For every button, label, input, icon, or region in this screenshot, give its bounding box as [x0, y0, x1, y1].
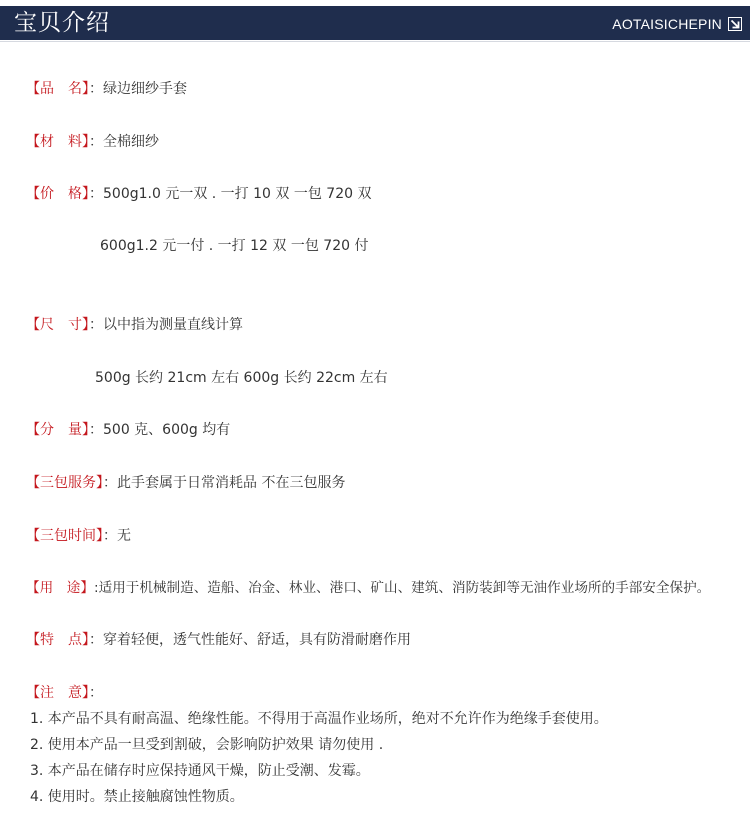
section-title: 宝贝介绍: [14, 10, 110, 36]
spec-separator: ：: [103, 475, 117, 491]
spec-separator: ：: [89, 422, 103, 438]
spec-label: 【材 料】: [26, 134, 89, 150]
notice-item: 4. 使用时。禁止接触腐蚀性物质。: [30, 789, 244, 805]
spec-size: [26, 315, 243, 335]
spec-value: 此手套属于日常消耗品 不在三包服务: [117, 475, 346, 491]
spec-value: 适用于机械制造、造船、冶金、林业、港口、矿山、建筑、消防装卸等无油作业场所的手部安全保护。: [98, 580, 711, 596]
spec-separator: ：: [89, 186, 103, 202]
spec-warranty-service: [26, 473, 345, 493]
notice-item: 2. 使用本产品一旦受到割破，会影响防护效果 请勿使用 .: [30, 737, 384, 753]
spec-size-continued: [95, 368, 388, 388]
spec-label: 【三包时间】: [26, 528, 103, 544]
notice-item: 1. 本产品不具有耐高温、绝缘性能。不得用于高温作业场所，绝对不允许作为绝缘手套使用。: [30, 711, 608, 727]
spec-label: 【分 量】: [26, 422, 89, 438]
spec-notice: [26, 683, 103, 703]
spec-value: 600g1.2 元一付 . 一打 12 双 一包 720 付: [100, 238, 369, 254]
spec-price-continued: [100, 236, 368, 256]
spec-label: 【用 途】: [26, 580, 94, 596]
spec-label: 【品 名】: [26, 81, 89, 97]
header-divider: [0, 41, 750, 42]
spec-label: 【特 点】: [26, 632, 89, 648]
spec-name: [26, 79, 187, 99]
spec-separator: ：: [103, 528, 117, 544]
spec-separator: ：: [89, 317, 103, 333]
spec-separator: ：: [89, 685, 103, 701]
section-header: [0, 6, 750, 40]
spec-label: 【注 意】: [26, 685, 89, 701]
spec-warranty-period: [26, 526, 131, 546]
spec-value: 绿边细纱手套: [103, 81, 187, 97]
spec-value: 穿着轻便，透气性能好、舒适，具有防滑耐磨作用: [103, 632, 411, 648]
spec-weight: [26, 420, 230, 440]
spec-separator: ：: [89, 632, 103, 648]
spec-usage: [26, 578, 710, 598]
spec-price: [26, 184, 371, 204]
spec-label: 【尺 寸】: [26, 317, 89, 333]
spec-features: [26, 630, 411, 650]
spec-value: 500g 长约 21cm 左右 600g 长约 22cm 左右: [95, 370, 388, 386]
spec-value: 无: [117, 528, 131, 544]
section-subtitle: AOTAISICHEPIN: [612, 16, 722, 32]
notice-item: 3. 本产品在储存时应保持通风干燥，防止受潮、发霉。: [30, 763, 370, 779]
spec-label: 【三包服务】: [26, 475, 103, 491]
spec-value: 500 克、600g 均有: [103, 422, 231, 438]
spec-material: [26, 132, 159, 152]
spec-separator: ：: [89, 134, 103, 150]
spec-label: 【价 格】: [26, 186, 89, 202]
arrow-down-right-icon: [728, 17, 742, 31]
spec-value: 全棉细纱: [103, 134, 159, 150]
spec-value: 500g1.0 元一双 . 一打 10 双 一包 720 双: [103, 186, 372, 202]
spec-separator: ：: [89, 81, 103, 97]
spec-separator: :: [93, 580, 99, 596]
spec-value: 以中指为测量直线计算: [103, 317, 243, 333]
